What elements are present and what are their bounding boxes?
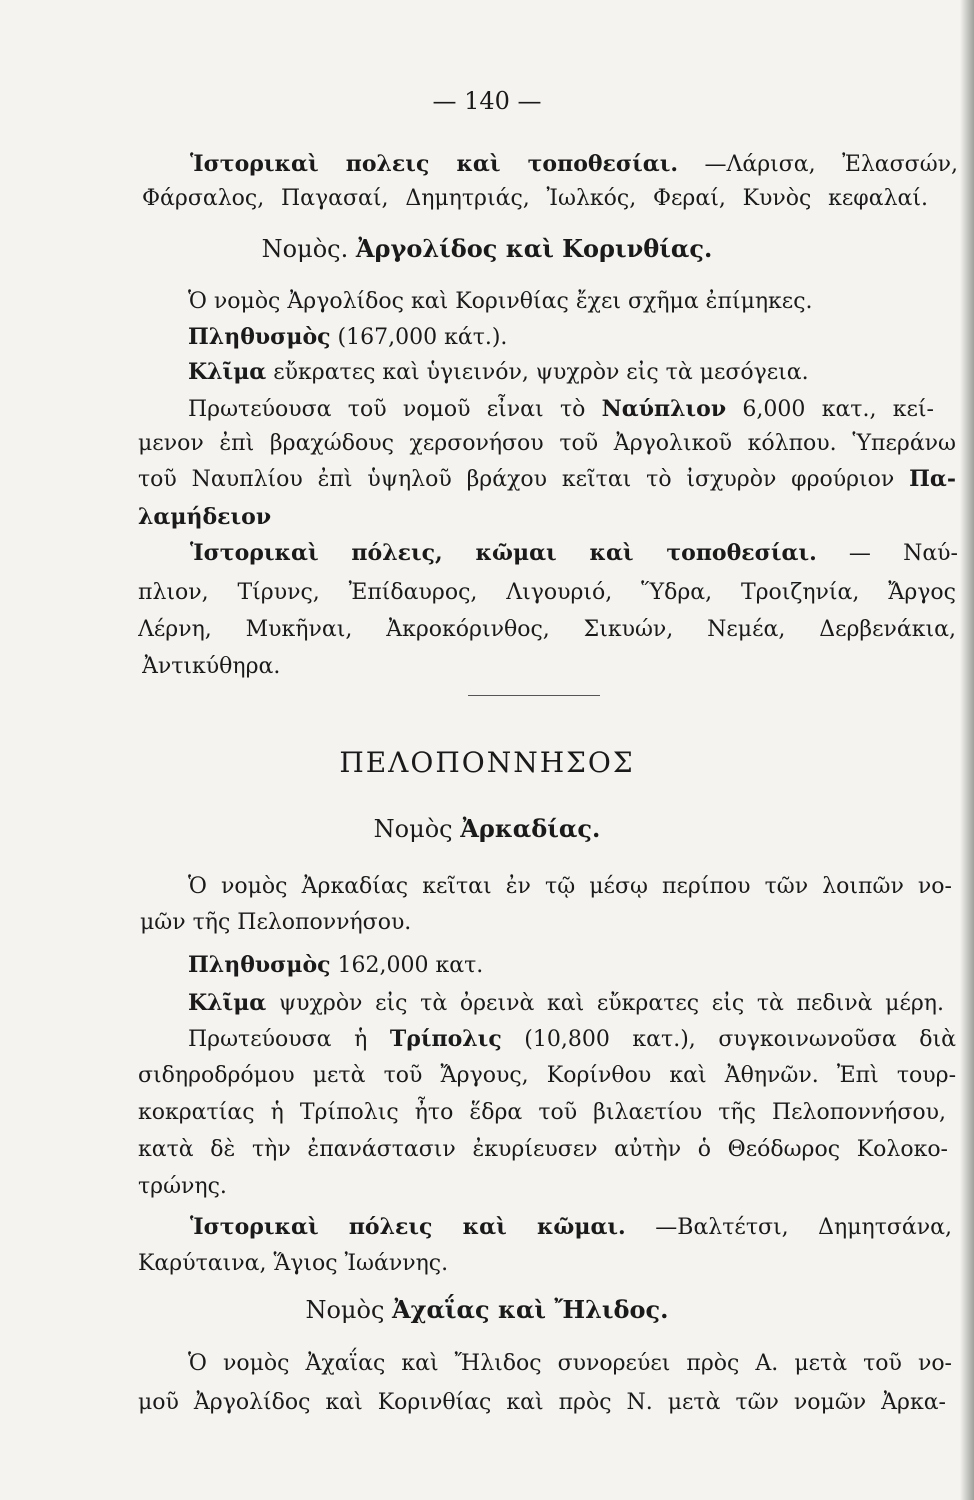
argolis-climate xyxy=(188,355,974,390)
argolis-heading-name: Ἀργολίδος καὶ Κορινθίας. xyxy=(355,234,713,263)
argolis-capital-line-1 xyxy=(188,392,934,427)
argolis-capital-line-3 xyxy=(138,462,956,497)
argolis-capital-name: Ναύπλιον xyxy=(601,396,727,422)
arcadia-capital-line xyxy=(188,1022,956,1057)
arcadia-capital-rest: (10,800 κατ.), συγκοινωνοῦσα διὰ xyxy=(524,1027,956,1052)
arcadia-capital-name: Τρίπολις xyxy=(389,1026,502,1052)
thessaly-historic-line-1 xyxy=(190,147,958,182)
argolis-historic-heading: Ἱστορικαὶ πόλεις, κῶμαι καὶ τοποθεσίαι. xyxy=(190,540,817,566)
argolis-population-value: (167,000 κάτ.). xyxy=(337,325,508,350)
argolis-population-label: Πληθυσμὸς xyxy=(188,324,331,350)
section-divider xyxy=(468,695,600,696)
section-title: ΠΕΛΟΠΟΝΝΗΣΟΣ xyxy=(339,746,635,779)
arcadia-heading-prefix: Νομὸς xyxy=(373,815,453,843)
arcadia-climate-label: Κλῖμα xyxy=(188,990,267,1016)
argolis-historic-line-4: Ἀντικύθηρα. xyxy=(142,654,281,679)
argolis-capital-line-2: μενον ἐπὶ βραχώδους χερσονήσου τοῦ Ἀργολικοῦ κόλπου. Ὑπεράνω xyxy=(138,431,956,456)
achaia-line-2: μοῦ Ἀργολίδος καὶ Κορινθίας καὶ πρὸς Ν. μετὰ τῶν νομῶν Ἀρκα- xyxy=(138,1390,946,1415)
argolis-heading-prefix: Νομὸς. xyxy=(261,235,349,263)
thessaly-historic-heading: Ἱστορικαὶ πολεις καὶ τοποθεσίαι. xyxy=(190,151,679,177)
argolis-capital-line-4 xyxy=(138,500,960,535)
argolis-historic-line-1 xyxy=(190,536,958,571)
arcadia-heading-name: Ἀρκαδίας. xyxy=(460,814,601,843)
argolis-climate-label: Κλῖμα xyxy=(188,359,267,385)
arcadia-heading xyxy=(0,812,974,846)
arcadia-rail-line: σιδηροδρόμου μετὰ τοῦ Ἄργους, Κορίνθου καὶ Ἀθηνῶν. Ἐπὶ τουρ- xyxy=(138,1063,956,1088)
argolis-population xyxy=(188,320,974,355)
argolis-historic-list-start: — Ναύ- xyxy=(848,541,958,566)
arcadia-turkocracy-line: κοκρατίας ἡ Τρίπολις ἦτο ἕδρα τοῦ βιλαετίου τῆς Πελοποννήσου, xyxy=(138,1100,946,1125)
arcadia-line-2: μῶν τῆς Πελοποννήσου. xyxy=(140,910,412,935)
achaia-heading-prefix: Νομὸς xyxy=(305,1296,385,1324)
argolis-fort-name-part-2: λαμήδειον xyxy=(138,504,272,530)
arcadia-historic-list-start: —Βαλτέτσι, Δημητσάνα, xyxy=(655,1215,952,1240)
arcadia-capital-intro: Πρωτεύουσα ἡ xyxy=(188,1027,368,1052)
page-edge-shadow xyxy=(960,0,974,1500)
thessaly-historic-list-start: —Λάρισα, Ἐλασσών, xyxy=(704,152,958,177)
argolis-fort-name-part-1: Πα- xyxy=(909,466,956,492)
arcadia-climate xyxy=(188,986,944,1021)
argolis-historic-line-2: πλιον, Τίρυνς, Ἐπίδαυρος, Λιγουριό, Ὕδρα, Τροιζηνία, Ἄργος xyxy=(138,580,956,605)
thessaly-historic-line-2: Φάρσαλος, Παγασαί, Δημητριάς, Ἰωλκός, Φεραί, Κυνὸς κεφαλαί. xyxy=(142,186,928,211)
argolis-capital-intro: Πρωτεύουσα τοῦ νομοῦ εἶναι τὸ xyxy=(188,397,586,422)
argolis-shape-line: Ὁ νομὸς Ἀργολίδος καὶ Κορινθίας ἔχει σχῆμα ἐπίμηκες. xyxy=(188,289,813,314)
arcadia-historic-line-1 xyxy=(190,1210,952,1245)
arcadia-historic-line-2: Καρύταινα, Ἅγιος Ἰωάννης. xyxy=(138,1251,449,1276)
achaia-heading-name: Ἀχαΐας καὶ Ἤλιδος. xyxy=(392,1295,669,1324)
arcadia-end-line: τρώνης. xyxy=(138,1174,227,1199)
arcadia-climate-text: ψυχρὸν εἰς τὰ ὀρεινὰ καὶ εὔκρατες εἰς τὰ πεδινὰ μέρη. xyxy=(278,991,944,1016)
achaia-line-1: Ὁ νομὸς Ἀχαΐας καὶ Ἤλιδος συνορεύει πρὸς Α. μετὰ τοῦ νο- xyxy=(188,1351,952,1376)
arcadia-line-1: Ὁ νομὸς Ἀρκαδίας κεῖται ἐν τῷ μέσῳ περίπου τῶν λοιπῶν νο- xyxy=(188,874,952,899)
page-number: — 140 — xyxy=(432,87,542,115)
argolis-climate-text: εὔκρατες καὶ ὑγιεινόν, ψυχρὸν εἰς τὰ μεσόγεια. xyxy=(273,360,809,385)
arcadia-historic-heading: Ἱστορικαὶ πόλεις καὶ κῶμαι. xyxy=(190,1214,626,1240)
argolis-historic-line-3: Λέρνη, Μυκῆναι, Ἀκροκόρινθος, Σικυών, Νεμέα, Δερβενάκια, xyxy=(138,617,956,642)
arcadia-revolution-line: κατὰ δὲ τὴν ἐπανάστασιν ἐκυρίευσεν αὐτὴν ὁ Θεόδωρος Κολοκο- xyxy=(138,1137,948,1162)
arcadia-population xyxy=(188,948,974,983)
argolis-capital-rest: 6,000 κατ., κεί- xyxy=(742,397,934,422)
arcadia-population-label: Πληθυσμὸς xyxy=(188,952,331,978)
argolis-heading xyxy=(0,232,974,266)
achaia-heading xyxy=(0,1293,974,1327)
arcadia-population-value: 162,000 κατ. xyxy=(337,953,484,978)
argolis-capital-line-3-text: τοῦ Ναυπλίου ἐπὶ ὑψηλοῦ βράχου κεῖται τὸ ἰσχυρὸν φρούριον xyxy=(138,467,895,492)
